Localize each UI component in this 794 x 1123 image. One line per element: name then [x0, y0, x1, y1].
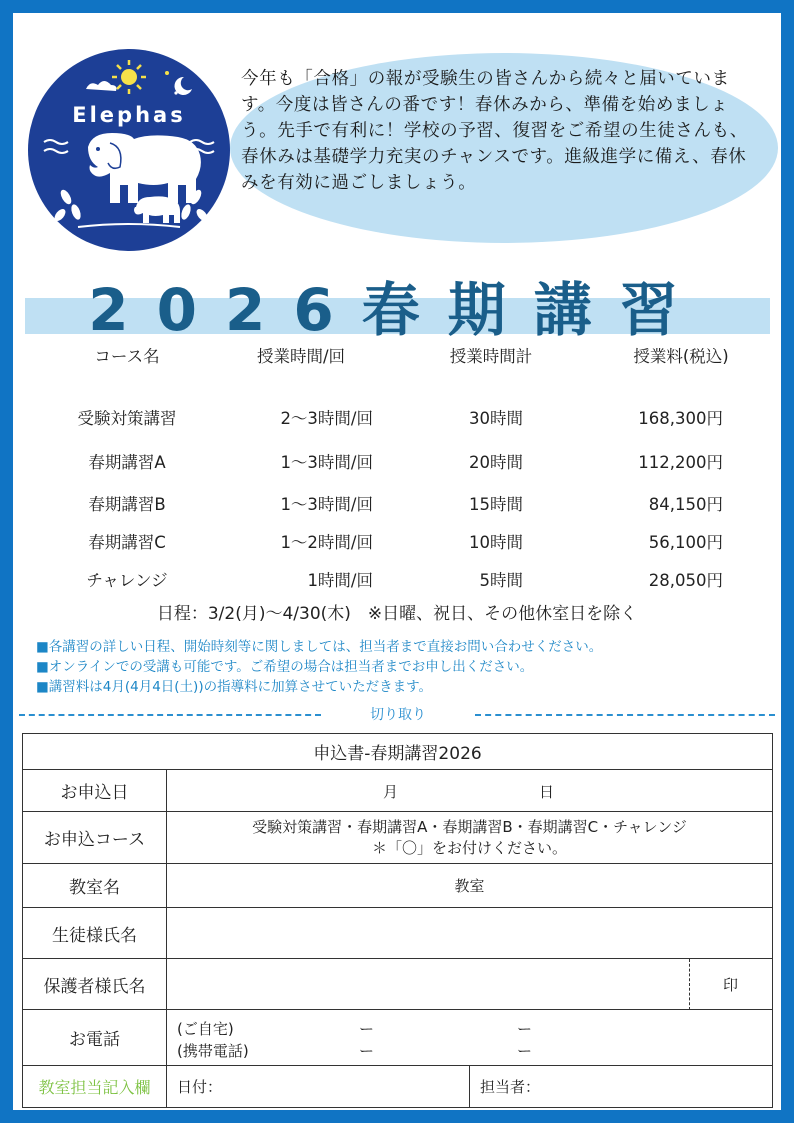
elephant-logo-icon	[26, 47, 232, 253]
course-row	[13, 567, 781, 597]
course-row	[13, 405, 781, 435]
course-row	[13, 491, 781, 521]
staff-date-label: 日付：	[177, 1078, 223, 1096]
day-label: 日	[539, 783, 555, 801]
mobile-phone-dash-1: ー	[359, 1042, 375, 1060]
course-fee: 28,050円	[648, 571, 723, 590]
course-fee: 84,150円	[648, 495, 723, 514]
svg-text:Elephas: Elephas	[72, 103, 186, 127]
month-label: 月	[383, 783, 399, 801]
mobile-phone-label: (携帯電話)	[177, 1042, 249, 1060]
seal-divider	[689, 959, 690, 1010]
course-row	[13, 529, 781, 559]
header-course-name: コース名	[94, 347, 160, 366]
schedule-text: 日程：3/2(月)〜4/30(木) ※日曜、祝日、その他休室日を除く	[156, 604, 638, 624]
date-label: お申込日	[23, 770, 167, 812]
phone-field[interactable]	[167, 1010, 773, 1066]
elephas-logo	[26, 47, 232, 253]
seal-mark: 印	[723, 976, 739, 994]
course-total: 30時間	[469, 409, 523, 428]
cut-label: 切り取り	[370, 707, 426, 723]
home-phone-dash-1: ー	[359, 1020, 375, 1038]
staff-date-field[interactable]	[167, 1066, 470, 1108]
course-time: 1時間/回	[307, 571, 373, 590]
course-total: 10時間	[469, 533, 523, 552]
note-item: ■講習料は4月(4月4日(土))の指導料に加算させていただきます。	[36, 679, 433, 695]
guardian-name-field[interactable]	[167, 959, 773, 1010]
notes	[36, 637, 766, 697]
course-label: お申込コース	[23, 812, 167, 864]
header-total-time: 授業時間計	[449, 347, 533, 366]
course-fee: 112,200円	[638, 453, 723, 472]
course-total: 15時間	[469, 495, 523, 514]
course-total: 5時間	[479, 571, 523, 590]
staff-section-label: 教室担当記入欄	[23, 1066, 167, 1108]
student-name-label: 生徒様氏名	[23, 908, 167, 959]
cut-line-right	[475, 714, 775, 716]
page-title: 2026春期講習	[88, 276, 706, 344]
classroom-label: 教室名	[23, 864, 167, 908]
note-item: ■オンラインでの受講も可能です。ご希望の場合は担当者までお申し出ください。	[36, 659, 534, 675]
mobile-phone-dash-2: ー	[517, 1042, 533, 1060]
course-choice-field[interactable]	[167, 812, 773, 864]
course-fee: 168,300円	[638, 409, 723, 428]
course-time: 2〜3時間/回	[280, 409, 373, 428]
guardian-name-label: 保護者様氏名	[23, 959, 167, 1010]
application-date-field[interactable]	[167, 770, 773, 812]
course-name: 春期講習A	[88, 453, 166, 472]
course-options: 受験対策講習・春期講習A・春期講習B・春期講習C・チャレンジ	[252, 817, 687, 836]
cut-line-left	[19, 714, 321, 716]
course-time: 1〜2時間/回	[280, 533, 373, 552]
classroom-field[interactable]	[167, 864, 773, 908]
course-name: チャレンジ	[86, 571, 168, 590]
staff-person-label: 担当者：	[480, 1078, 541, 1096]
course-row	[13, 449, 781, 479]
phone-label: お電話	[23, 1010, 167, 1066]
course-time: 1〜3時間/回	[280, 453, 373, 472]
header-time-per-class: 授業時間/回	[256, 347, 346, 366]
home-phone-dash-2: ー	[517, 1020, 533, 1038]
home-phone-label: (ご自宅)	[177, 1020, 234, 1038]
application-form	[22, 733, 773, 1108]
course-name: 受験対策講習	[77, 409, 177, 428]
student-name-field[interactable]	[167, 908, 773, 959]
course-table-header	[13, 343, 781, 373]
course-name: 春期講習B	[88, 495, 166, 514]
course-note: ＊「〇」をお付けください。	[371, 838, 567, 857]
header-fee: 授業料(税込)	[633, 347, 729, 366]
classroom-suffix: 教室	[454, 877, 485, 895]
note-item: ■各講習の詳しい日程、開始時刻等に関しましては、担当者まで直接お問い合わせください。	[36, 639, 603, 655]
form-title: 申込書-春期講習2026	[23, 734, 773, 770]
course-total: 20時間	[469, 453, 523, 472]
intro-text: 今年も「合格」の報が受験生の皆さんから続々と届いています。今度は皆さんの番です！春休みから、準備を始めましょう。先手で有利に！学校の予習、復習をご希望の生徒さんも、春休みは基礎学力充実のチャンスです。進級進学に備え、春休みを有効に過ごしましょう。	[241, 69, 748, 193]
course-fee: 56,100円	[648, 533, 723, 552]
course-name: 春期講習C	[88, 533, 166, 552]
course-time: 1〜3時間/回	[280, 495, 373, 514]
staff-person-field[interactable]	[470, 1066, 773, 1108]
